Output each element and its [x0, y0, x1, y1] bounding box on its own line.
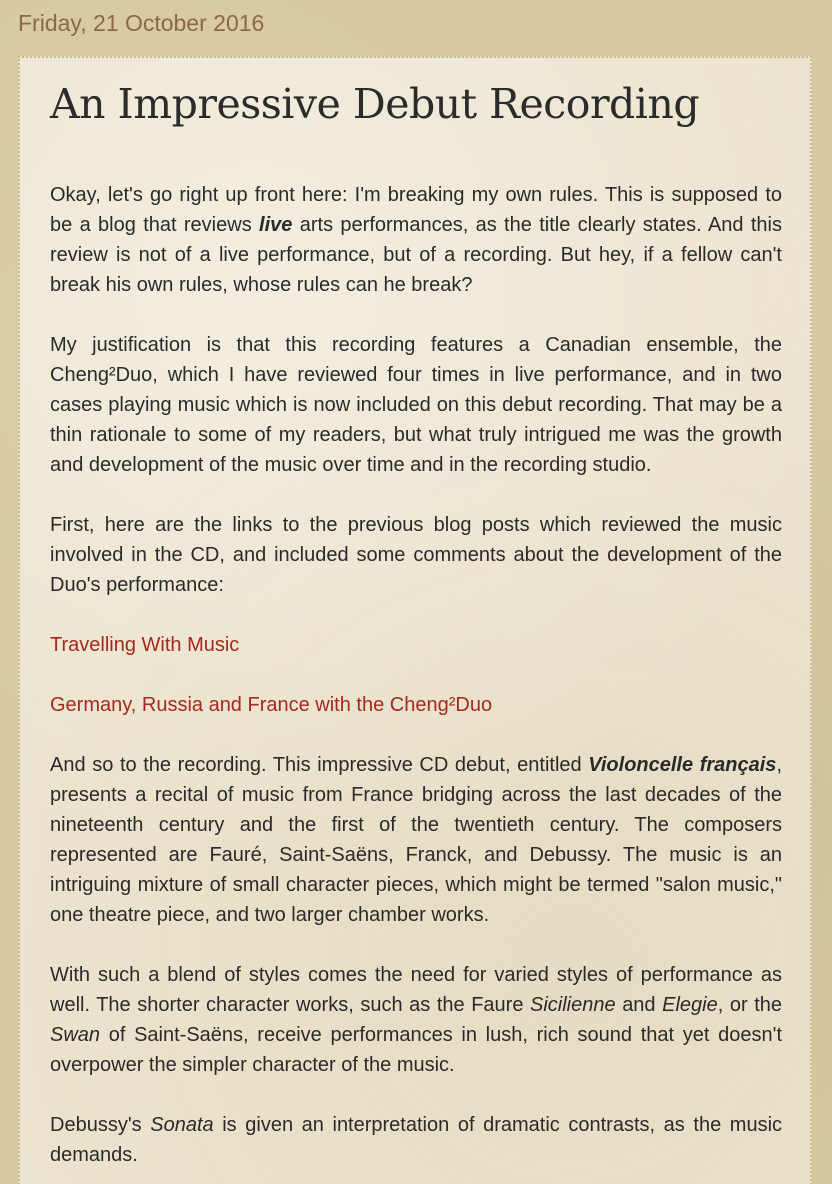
post-title[interactable]: An Impressive Debut Recording [50, 80, 700, 128]
link-travelling-with-music[interactable]: Travelling With Music [50, 634, 240, 656]
paragraph-text: and [615, 994, 663, 1016]
emphasis-live: live [259, 214, 293, 236]
paragraph-text: With such a blend of styles comes the need for varied styles of performance as well. The shorter character works, such as the Faure [50, 964, 782, 1016]
paragraph-justification: My justification is that this recording features a Canadian ensemble, the Cheng²Duo, which I have reviewed four times in live performance, and in two cases playing music which is now included on this debut recording. That may be a thin rationale to some of my readers, but what truly intrigued me was the growth and development of the music over time and in the recording studio. [50, 334, 782, 476]
paragraph-text: Okay, let's go right up front here: I'm breaking my own rules. This is supposed to be a blog that reviews [50, 184, 782, 236]
paragraph-text: , or the [717, 994, 783, 1016]
work-title: Swan [50, 1024, 101, 1046]
paragraph-text: arts performances, as the title clearly states. And this review is not of a live performance, but of a recording. But hey, if a fellow can't break his own rules, whose rules can he break? [50, 214, 783, 296]
paragraph-text: Debussy's [50, 1114, 151, 1136]
work-title: Sonata [150, 1114, 214, 1136]
link-germany-russia-france[interactable]: Germany, Russia and France with the Cheng²Duo [50, 694, 493, 716]
link-paragraph-1 [50, 630, 782, 660]
post-body [50, 180, 782, 1184]
paragraph-intro [50, 180, 782, 300]
work-title: Sicilienne [530, 994, 616, 1016]
paragraph-styles [50, 960, 782, 1080]
album-title: Violoncelle français [588, 754, 777, 776]
paragraph-links-intro: First, here are the links to the previous blog posts which reviewed the music involved in the CD, and included some comments about the development of the Duo's performance: [50, 514, 782, 596]
paragraph-text: of Saint-Saëns, receive performances in lush, rich sound that yet doesn't overpower the simpler character of the music. [50, 1024, 782, 1076]
paragraph-text: And so to the recording. This impressive CD debut, entitled [50, 754, 589, 776]
paragraph-text: is given an interpretation of dramatic contrasts, as the music demands. [50, 1114, 783, 1166]
date-header: Friday, 21 October 2016 [18, 10, 265, 36]
link-paragraph-2 [50, 690, 782, 720]
paragraph-text: , presents a recital of music from France bridging across the last decades of the nineteenth century and the first of the twentieth century. The composers represented are Fauré, Saint-Saëns, Franck, and Debussy. The music is an intriguing mixture of small character pieces, which might be termed "salon music," one theatre piece, and two larger chamber works. [50, 754, 782, 926]
work-title: Elegie [662, 994, 718, 1016]
paragraph-recording [50, 750, 782, 930]
paragraph-debussy [50, 1110, 782, 1170]
